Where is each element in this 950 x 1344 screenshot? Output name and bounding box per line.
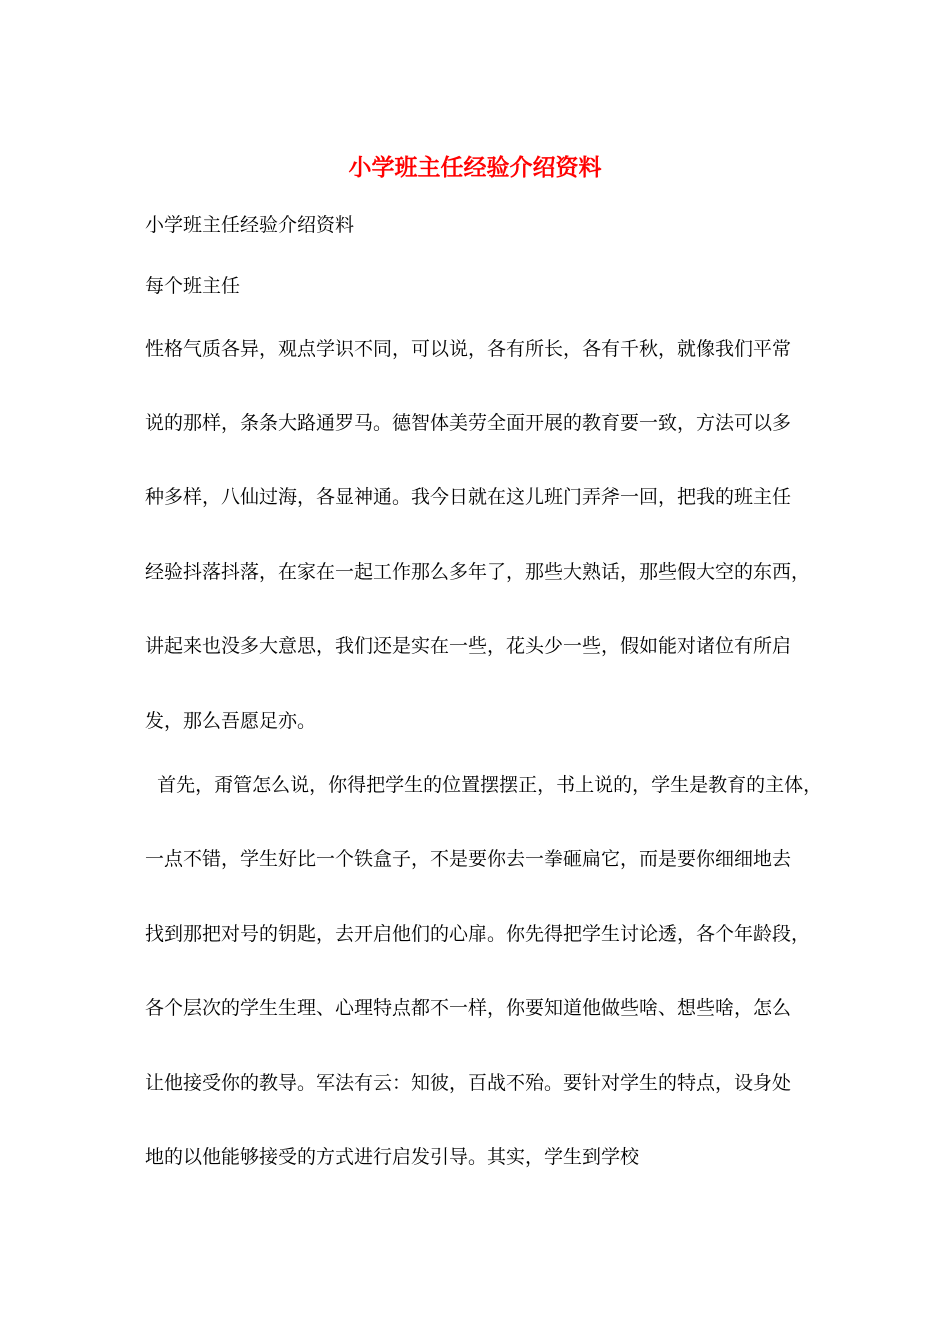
text-line: 首先，甭管怎么说，你得把学生的位置摆摆正，书上说的，学生是教育的主体，	[145, 774, 823, 796]
text-line: 小学班主任经验介绍资料	[145, 214, 355, 236]
text-line: 找到那把对号的钥匙，去开启他们的心扉。你先得把学生讨论透，各个年龄段，	[145, 923, 811, 945]
text-line: 讲起来也没多大意思，我们还是实在一些，花头少一些，假如能对诸位有所启	[145, 635, 792, 657]
text-line: 各个层次的学生生理、心理特点都不一样，你要知道他做些啥、想些啥，怎么	[145, 997, 792, 1019]
text-line: 一点不错，学生好比一个铁盒子，不是要你去一拳砸扁它，而是要你细细地去	[145, 848, 792, 870]
text-line: 性格气质各异，观点学识不同，可以说，各有所长，各有千秋，就像我们平常	[145, 338, 792, 360]
document-title: 小学班主任经验介绍资料	[348, 154, 602, 181]
text-line: 经验抖落抖落，在家在一起工作那么多年了，那些大熟话，那些假大空的东西，	[145, 561, 811, 583]
text-line: 每个班主任	[145, 275, 241, 297]
text-line: 让他接受你的教导。军法有云：知彼，百战不殆。要针对学生的特点，设身处	[145, 1072, 792, 1094]
text-line: 种多样，八仙过海，各显神通。我今日就在这儿班门弄斧一回，把我的班主任	[145, 486, 792, 508]
text-line: 地的以他能够接受的方式进行启发引导。其实，学生到学校	[145, 1146, 640, 1168]
text-line: 发，那么吾愿足亦。	[145, 710, 317, 732]
text-line: 说的那样，条条大路通罗马。德智体美劳全面开展的教育要一致，方法可以多	[145, 412, 792, 434]
